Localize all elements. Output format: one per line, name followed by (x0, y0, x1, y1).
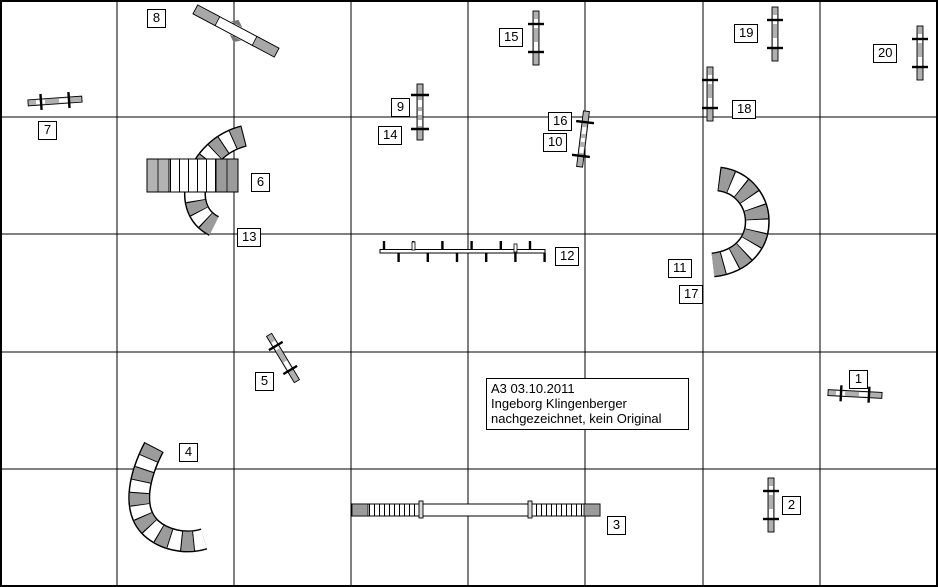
obstacle-3-label: 3 (607, 516, 626, 535)
dog-walk-3 (352, 501, 600, 518)
obstacle-15-label: 15 (499, 28, 523, 47)
obstacle-12-label: 12 (555, 247, 579, 266)
obstacle-17-label: 17 (679, 285, 703, 304)
jump-7 (28, 91, 83, 111)
jump-9-14 (411, 84, 429, 140)
course-info-line1: A3 03.10.2011 (491, 381, 575, 396)
jump-16-10 (571, 110, 596, 168)
obstacle-11-label: 11 (668, 259, 692, 278)
jump-18 (702, 67, 718, 121)
course-info-box (486, 378, 689, 430)
obstacle-9-label: 9 (391, 98, 410, 117)
weave-poles-12 (380, 241, 545, 262)
obstacle-20-label: 20 (873, 44, 897, 63)
course-info-line3: nachgezeichnet, kein Original (491, 411, 662, 426)
jump-15 (528, 11, 544, 65)
obstacle-5-label: 5 (255, 372, 274, 391)
obstacle-6-label: 6 (251, 173, 270, 192)
course-info-line2: Ingeborg Klingenberger (491, 396, 627, 411)
tunnel-13-straight (147, 159, 238, 192)
obstacle-8-label: 8 (147, 9, 166, 28)
tunnel-11-curved (713, 179, 757, 265)
obstacle-13-label: 13 (237, 228, 261, 247)
obstacle-18-label: 18 (732, 100, 756, 119)
obstacle-7-label: 7 (38, 121, 57, 140)
jump-2 (763, 478, 779, 532)
obstacle-4-label: 4 (179, 443, 198, 462)
obstacle-14-label: 14 (378, 126, 402, 145)
obstacle-16-label: 16 (548, 112, 572, 131)
seesaw-8 (190, 0, 282, 62)
obstacle-10-label: 10 (543, 133, 567, 152)
obstacle-19-label: 19 (734, 24, 758, 43)
obstacle-1-label: 1 (849, 370, 868, 389)
jump-19 (767, 7, 783, 61)
obstacle-2-label: 2 (782, 496, 801, 515)
jump-20 (912, 26, 928, 80)
